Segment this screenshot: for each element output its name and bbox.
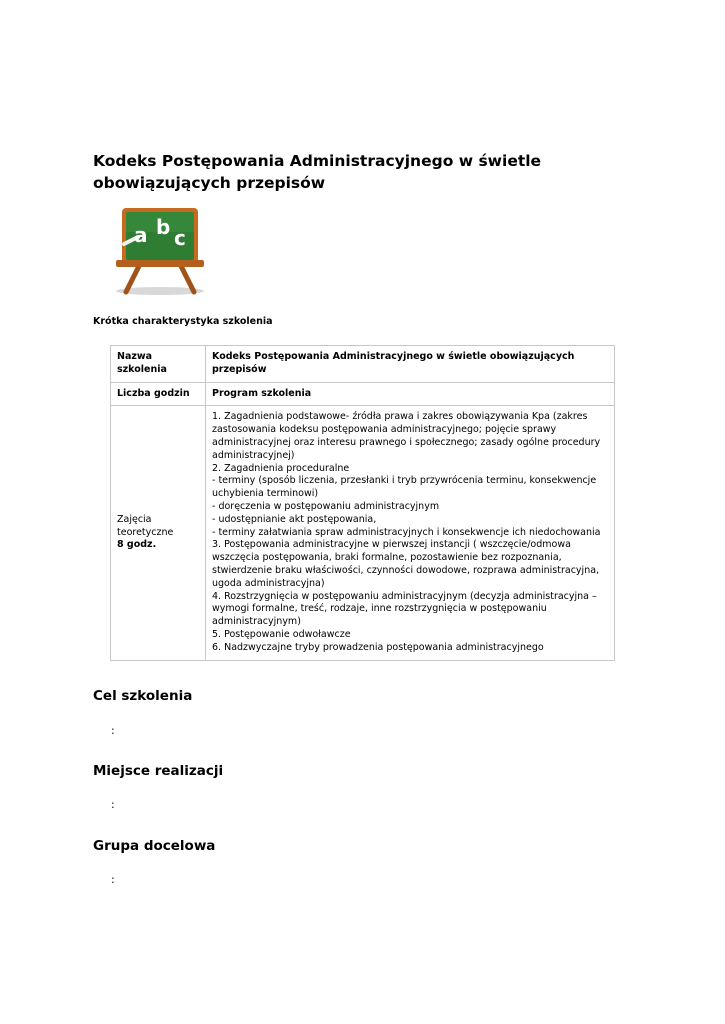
hours-value: 8 godz.	[117, 539, 157, 551]
location-value: :	[111, 798, 115, 811]
document-title: Kodeks Postępowania Administracyjnego w świetle obowiązujących przepisów	[93, 152, 542, 192]
logo-letter-c: c	[174, 226, 186, 250]
short-description-heading: Krótka charakterystyka szkolenia	[93, 316, 273, 327]
program-line: 4. Rozstrzygnięcia w postępowaniu administracyjnym (decyzja administracyjna – wymogi formalne, treść, rodzaje, inne rozstrzygnięcia w postępowaniu administracyjnym)	[212, 590, 597, 628]
target-group-value: :	[111, 873, 115, 886]
target-group-heading: Grupa docelowa	[93, 838, 216, 854]
program-line: 5. Postępowanie odwoławcze	[212, 628, 351, 640]
goal-heading: Cel szkolenia	[93, 688, 193, 704]
goal-value: :	[111, 724, 115, 737]
program-line: - terminy (sposób liczenia, przesłanki i tryb przywrócenia terminu, konsekwencje uchybienia terminowi)	[212, 475, 597, 500]
hours-label: Liczba godzin	[111, 382, 206, 406]
program-line: 2. Zagadnienia proceduralne	[212, 462, 350, 474]
training-table	[110, 345, 615, 661]
table-row	[111, 346, 615, 383]
logo-letter-b: b	[156, 215, 171, 239]
session-type-cell	[111, 406, 206, 660]
program-line: - doręczenia w postępowaniu administracyjnym	[212, 500, 440, 512]
program-content	[206, 406, 615, 660]
program-line: - udostępnianie akt postępowania,	[212, 513, 377, 525]
program-line: - terminy załatwiania spraw administracyjnych i konsekwencje ich niedochowania	[212, 526, 601, 538]
session-type-label: Zajęcia teoretyczne	[117, 513, 174, 538]
training-name-label: Nazwa szkolenia	[111, 346, 206, 383]
abc-chalkboard-icon	[112, 204, 208, 298]
program-line: 6. Nadzwyczajne tryby prowadzenia postępowania administracyjnego	[212, 641, 544, 653]
table-row	[111, 406, 615, 660]
program-line: 3. Postępowania administracyjne w pierwszej instancji ( wszczęcie/odmowa wszczęcia postępowania, braki formalne, pozostawienie bez rozpoznania, stwierdzenie braku właściwości, czynności dowodowe, rozprawa administracyjna, ugoda administracyjna)	[212, 539, 600, 589]
table-row	[111, 382, 615, 406]
logo-letter-a: a	[134, 223, 148, 247]
location-heading: Miejsce realizacji	[93, 763, 224, 779]
program-line: 1. Zagadnienia podstawowe- źródła prawa i zakres obowiązywania Kpa (zakres zastosowania kodeksu postępowania administracyjnego; pojęcie sprawy administracyjnej oraz interesu prawnego i społecznego; zasady ogólne procedury administracyjnej)	[212, 411, 601, 461]
training-name-value: Kodeks Postępowania Administracyjnego w świetle obowiązujących przepisów	[206, 346, 615, 383]
program-label: Program szkolenia	[206, 382, 615, 406]
